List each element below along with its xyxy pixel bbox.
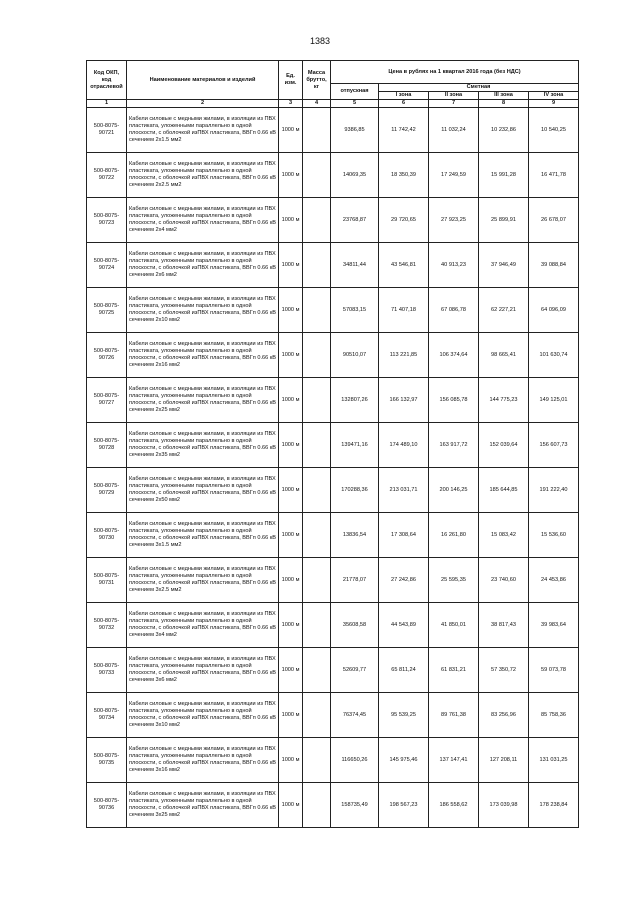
cell-zone-3-price: 37 946,49 <box>479 243 529 288</box>
cell-code: 500-8075-90726 <box>87 333 127 378</box>
cell-zone-2-price: 186 558,62 <box>429 783 479 828</box>
column-number: 3 <box>279 100 303 108</box>
cell-zone-2-price: 27 923,25 <box>429 198 479 243</box>
cell-code: 500-8075-90734 <box>87 693 127 738</box>
cell-name: Кабели силовые с медными жилами, в изоляции из ПВХ пластиката, уложенными параллельно в одной плоскости, с оболочкой изПВХ пластиката, ВВГп 0.66 кВ сечением 2х16 мм2 <box>127 333 279 378</box>
column-number: 9 <box>529 100 579 108</box>
cell-zone-2-price: 40 913,23 <box>429 243 479 288</box>
header-zone-3: III зона <box>479 92 529 100</box>
cell-zone-3-price: 127 208,11 <box>479 738 529 783</box>
column-number: 4 <box>303 100 331 108</box>
cell-release-price: 35608,58 <box>331 603 379 648</box>
cell-mass <box>303 783 331 828</box>
cell-mass <box>303 423 331 468</box>
cell-zone-3-price: 98 665,41 <box>479 333 529 378</box>
header-estimate-price: Сметная <box>379 84 579 92</box>
cell-unit: 1000 м <box>279 333 303 378</box>
table-row <box>87 513 579 558</box>
table-row <box>87 243 579 288</box>
table-row <box>87 558 579 603</box>
cell-mass <box>303 558 331 603</box>
cell-code: 500-8075-90736 <box>87 783 127 828</box>
table-body <box>87 108 579 828</box>
header-zone-2: II зона <box>429 92 479 100</box>
header-zone-4: IV зона <box>529 92 579 100</box>
cell-zone-4-price: 15 536,60 <box>529 513 579 558</box>
cell-name: Кабели силовые с медными жилами, в изоляции из ПВХ пластиката, уложенными параллельно в одной плоскости, с оболочкой изПВХ пластиката, ВВГп 0.66 кВ сечением 2х6 мм2 <box>127 243 279 288</box>
table-row <box>87 153 579 198</box>
table-row <box>87 288 579 333</box>
cell-zone-1-price: 113 221,85 <box>379 333 429 378</box>
cell-zone-3-price: 57 350,72 <box>479 648 529 693</box>
cell-zone-3-price: 83 256,96 <box>479 693 529 738</box>
cell-unit: 1000 м <box>279 693 303 738</box>
cell-code: 500-8075-90729 <box>87 468 127 513</box>
cell-mass <box>303 603 331 648</box>
cell-zone-4-price: 149 125,01 <box>529 378 579 423</box>
cell-zone-4-price: 131 031,25 <box>529 738 579 783</box>
cell-mass <box>303 108 331 153</box>
cell-release-price: 132807,26 <box>331 378 379 423</box>
cell-zone-1-price: 145 975,46 <box>379 738 429 783</box>
cell-zone-2-price: 137 147,41 <box>429 738 479 783</box>
header-name: Наименование материалов и изделий <box>127 61 279 100</box>
cell-release-price: 158735,49 <box>331 783 379 828</box>
cell-release-price: 52609,77 <box>331 648 379 693</box>
cell-name: Кабели силовые с медными жилами, в изоляции из ПВХ пластиката, уложенными параллельно в одной плоскости, с оболочкой изПВХ пластиката, ВВГп 0.66 кВ сечением 2х35 мм2 <box>127 423 279 468</box>
cell-code: 500-8075-90733 <box>87 648 127 693</box>
header-zone-1: I зона <box>379 92 429 100</box>
cell-name: Кабели силовые с медными жилами, в изоляции из ПВХ пластиката, уложенными параллельно в одной плоскости, с оболочкой изПВХ пластиката, ВВГп 0.66 кВ сечением 2х2.5 мм2 <box>127 153 279 198</box>
cell-unit: 1000 м <box>279 423 303 468</box>
cell-zone-4-price: 85 758,36 <box>529 693 579 738</box>
cell-zone-2-price: 67 086,78 <box>429 288 479 333</box>
cell-zone-1-price: 95 539,25 <box>379 693 429 738</box>
cell-code: 500-8075-90728 <box>87 423 127 468</box>
cell-name: Кабели силовые с медными жилами, в изоляции из ПВХ пластиката, уложенными параллельно в одной плоскости, с оболочкой изПВХ пластиката, ВВГп 0.66 кВ сечением 2х4 мм2 <box>127 198 279 243</box>
cell-zone-2-price: 41 850,01 <box>429 603 479 648</box>
cell-name: Кабели силовые с медными жилами, в изоляции из ПВХ пластиката, уложенными параллельно в одной плоскости, с оболочкой изПВХ пластиката, ВВГп 0.66 кВ сечением 2х25 мм2 <box>127 378 279 423</box>
table-row <box>87 468 579 513</box>
cell-zone-2-price: 156 085,78 <box>429 378 479 423</box>
cell-zone-1-price: 29 720,65 <box>379 198 429 243</box>
cell-release-price: 57083,15 <box>331 288 379 333</box>
cell-zone-1-price: 198 567,23 <box>379 783 429 828</box>
cell-zone-3-price: 185 644,85 <box>479 468 529 513</box>
cell-release-price: 21778,07 <box>331 558 379 603</box>
cell-unit: 1000 м <box>279 648 303 693</box>
cell-release-price: 13836,54 <box>331 513 379 558</box>
cell-release-price: 116650,26 <box>331 738 379 783</box>
header-code: Код ОКП, код отраслевой <box>87 61 127 100</box>
cell-name: Кабели силовые с медными жилами, в изоляции из ПВХ пластиката, уложенными параллельно в одной плоскости, с оболочкой изПВХ пластиката, ВВГп 0.66 кВ сечением 3х2.5 мм2 <box>127 558 279 603</box>
cell-unit: 1000 м <box>279 108 303 153</box>
cell-zone-4-price: 178 238,84 <box>529 783 579 828</box>
cell-unit: 1000 м <box>279 243 303 288</box>
cell-zone-1-price: 166 132,97 <box>379 378 429 423</box>
cell-mass <box>303 198 331 243</box>
cell-zone-3-price: 15 991,28 <box>479 153 529 198</box>
cell-zone-2-price: 25 595,35 <box>429 558 479 603</box>
cell-unit: 1000 м <box>279 783 303 828</box>
cell-code: 500-8075-90722 <box>87 153 127 198</box>
cell-mass <box>303 288 331 333</box>
cell-zone-1-price: 44 543,89 <box>379 603 429 648</box>
column-number: 8 <box>479 100 529 108</box>
table-row <box>87 603 579 648</box>
cell-zone-4-price: 16 471,78 <box>529 153 579 198</box>
cell-zone-2-price: 106 374,64 <box>429 333 479 378</box>
cell-zone-3-price: 10 232,86 <box>479 108 529 153</box>
cell-name: Кабели силовые с медными жилами, в изоляции из ПВХ пластиката, уложенными параллельно в одной плоскости, с оболочкой изПВХ пластиката, ВВГп 0.66 кВ сечением 3х1.5 мм2 <box>127 513 279 558</box>
cell-zone-4-price: 59 073,78 <box>529 648 579 693</box>
cell-zone-1-price: 65 811,24 <box>379 648 429 693</box>
column-number: 5 <box>331 100 379 108</box>
cell-unit: 1000 м <box>279 468 303 513</box>
table-row <box>87 738 579 783</box>
cell-release-price: 14069,35 <box>331 153 379 198</box>
cell-unit: 1000 м <box>279 558 303 603</box>
table-row <box>87 333 579 378</box>
header-mass: Масса брутто, кг <box>303 61 331 100</box>
cell-release-price: 23768,87 <box>331 198 379 243</box>
cell-zone-1-price: 18 350,39 <box>379 153 429 198</box>
cell-zone-3-price: 15 083,42 <box>479 513 529 558</box>
cell-zone-3-price: 62 227,21 <box>479 288 529 333</box>
cell-name: Кабели силовые с медными жилами, в изоляции из ПВХ пластиката, уложенными параллельно в одной плоскости, с оболочкой изПВХ пластиката, ВВГп 0.66 кВ сечением 2х50 мм2 <box>127 468 279 513</box>
cell-unit: 1000 м <box>279 738 303 783</box>
cell-code: 500-8075-90731 <box>87 558 127 603</box>
page-number: 1383 <box>309 36 331 46</box>
cell-unit: 1000 м <box>279 513 303 558</box>
cell-zone-4-price: 24 453,86 <box>529 558 579 603</box>
cell-zone-1-price: 11 742,42 <box>379 108 429 153</box>
cell-zone-4-price: 39 983,64 <box>529 603 579 648</box>
cell-zone-2-price: 163 917,72 <box>429 423 479 468</box>
cell-zone-4-price: 101 630,74 <box>529 333 579 378</box>
cell-unit: 1000 м <box>279 198 303 243</box>
cell-zone-1-price: 174 489,10 <box>379 423 429 468</box>
column-number-row <box>87 100 579 108</box>
cell-zone-3-price: 173 039,98 <box>479 783 529 828</box>
cell-unit: 1000 м <box>279 153 303 198</box>
cell-mass <box>303 648 331 693</box>
table-row <box>87 783 579 828</box>
header-release-price: отпускная <box>331 84 379 100</box>
cell-zone-4-price: 191 222,40 <box>529 468 579 513</box>
cell-zone-2-price: 89 761,38 <box>429 693 479 738</box>
cell-zone-2-price: 17 249,59 <box>429 153 479 198</box>
cell-name: Кабели силовые с медными жилами, в изоляции из ПВХ пластиката, уложенными параллельно в одной плоскости, с оболочкой изПВХ пластиката, ВВГп 0.66 кВ сечением 3х10 мм2 <box>127 693 279 738</box>
cell-mass <box>303 378 331 423</box>
cell-release-price: 90510,07 <box>331 333 379 378</box>
cell-zone-4-price: 64 096,09 <box>529 288 579 333</box>
table-row <box>87 423 579 468</box>
cell-code: 500-8075-90730 <box>87 513 127 558</box>
cell-code: 500-8075-90732 <box>87 603 127 648</box>
cell-zone-2-price: 16 261,80 <box>429 513 479 558</box>
cell-name: Кабели силовые с медными жилами, в изоляции из ПВХ пластиката, уложенными параллельно в одной плоскости, с оболочкой изПВХ пластиката, ВВГп 0.66 кВ сечением 2х10 мм2 <box>127 288 279 333</box>
cell-mass <box>303 513 331 558</box>
cell-zone-4-price: 10 540,25 <box>529 108 579 153</box>
cell-name: Кабели силовые с медными жилами, в изоляции из ПВХ пластиката, уложенными параллельно в одной плоскости, с оболочкой изПВХ пластиката, ВВГп 0.66 кВ сечением 3х4 мм2 <box>127 603 279 648</box>
table-row <box>87 108 579 153</box>
cell-release-price: 34811,44 <box>331 243 379 288</box>
cell-unit: 1000 м <box>279 288 303 333</box>
cell-mass <box>303 333 331 378</box>
cell-mass <box>303 468 331 513</box>
cell-zone-3-price: 25 899,91 <box>479 198 529 243</box>
cell-code: 500-8075-90727 <box>87 378 127 423</box>
cell-name: Кабели силовые с медными жилами, в изоляции из ПВХ пластиката, уложенными параллельно в одной плоскости, с оболочкой изПВХ пластиката, ВВГп 0.66 кВ сечением 3х6 мм2 <box>127 648 279 693</box>
cell-zone-1-price: 17 308,64 <box>379 513 429 558</box>
price-table <box>86 60 579 828</box>
table-row <box>87 693 579 738</box>
column-number: 2 <box>127 100 279 108</box>
cell-code: 500-8075-90721 <box>87 108 127 153</box>
table-row <box>87 648 579 693</box>
table-row <box>87 378 579 423</box>
cell-release-price: 9386,85 <box>331 108 379 153</box>
cell-release-price: 170288,36 <box>331 468 379 513</box>
cell-unit: 1000 м <box>279 378 303 423</box>
cell-zone-3-price: 144 775,23 <box>479 378 529 423</box>
cell-zone-1-price: 27 242,86 <box>379 558 429 603</box>
table-header <box>87 61 579 108</box>
cell-zone-1-price: 71 407,18 <box>379 288 429 333</box>
header-price-group: Цена в рублях на 1 квартал 2016 года (без НДС) <box>331 61 579 84</box>
cell-name: Кабели силовые с медными жилами, в изоляции из ПВХ пластиката, уложенными параллельно в одной плоскости, с оболочкой изПВХ пластиката, ВВГп 0.66 кВ сечением 2х1.5 мм2 <box>127 108 279 153</box>
table-row <box>87 198 579 243</box>
cell-code: 500-8075-90723 <box>87 198 127 243</box>
column-number: 1 <box>87 100 127 108</box>
cell-mass <box>303 693 331 738</box>
cell-zone-3-price: 23 740,60 <box>479 558 529 603</box>
cell-zone-1-price: 213 031,71 <box>379 468 429 513</box>
header-unit: Ед. изм. <box>279 61 303 100</box>
cell-code: 500-8075-90735 <box>87 738 127 783</box>
column-number: 7 <box>429 100 479 108</box>
cell-zone-4-price: 26 678,07 <box>529 198 579 243</box>
cell-name: Кабели силовые с медными жилами, в изоляции из ПВХ пластиката, уложенными параллельно в одной плоскости, с оболочкой изПВХ пластиката, ВВГп 0.66 кВ сечением 3х16 мм2 <box>127 738 279 783</box>
cell-mass <box>303 153 331 198</box>
cell-release-price: 76374,45 <box>331 693 379 738</box>
cell-mass <box>303 243 331 288</box>
cell-zone-2-price: 200 146,25 <box>429 468 479 513</box>
cell-code: 500-8075-90724 <box>87 243 127 288</box>
cell-unit: 1000 м <box>279 603 303 648</box>
cell-zone-3-price: 38 817,43 <box>479 603 529 648</box>
column-number: 6 <box>379 100 429 108</box>
cell-code: 500-8075-90725 <box>87 288 127 333</box>
cell-zone-1-price: 43 546,81 <box>379 243 429 288</box>
cell-mass <box>303 738 331 783</box>
cell-zone-2-price: 61 831,21 <box>429 648 479 693</box>
cell-name: Кабели силовые с медными жилами, в изоляции из ПВХ пластиката, уложенными параллельно в одной плоскости, с оболочкой изПВХ пластиката, ВВГп 0.66 кВ сечением 3х25 мм2 <box>127 783 279 828</box>
cell-zone-4-price: 39 088,84 <box>529 243 579 288</box>
cell-zone-2-price: 11 032,24 <box>429 108 479 153</box>
cell-release-price: 139471,16 <box>331 423 379 468</box>
cell-zone-4-price: 156 607,73 <box>529 423 579 468</box>
cell-zone-3-price: 152 039,64 <box>479 423 529 468</box>
